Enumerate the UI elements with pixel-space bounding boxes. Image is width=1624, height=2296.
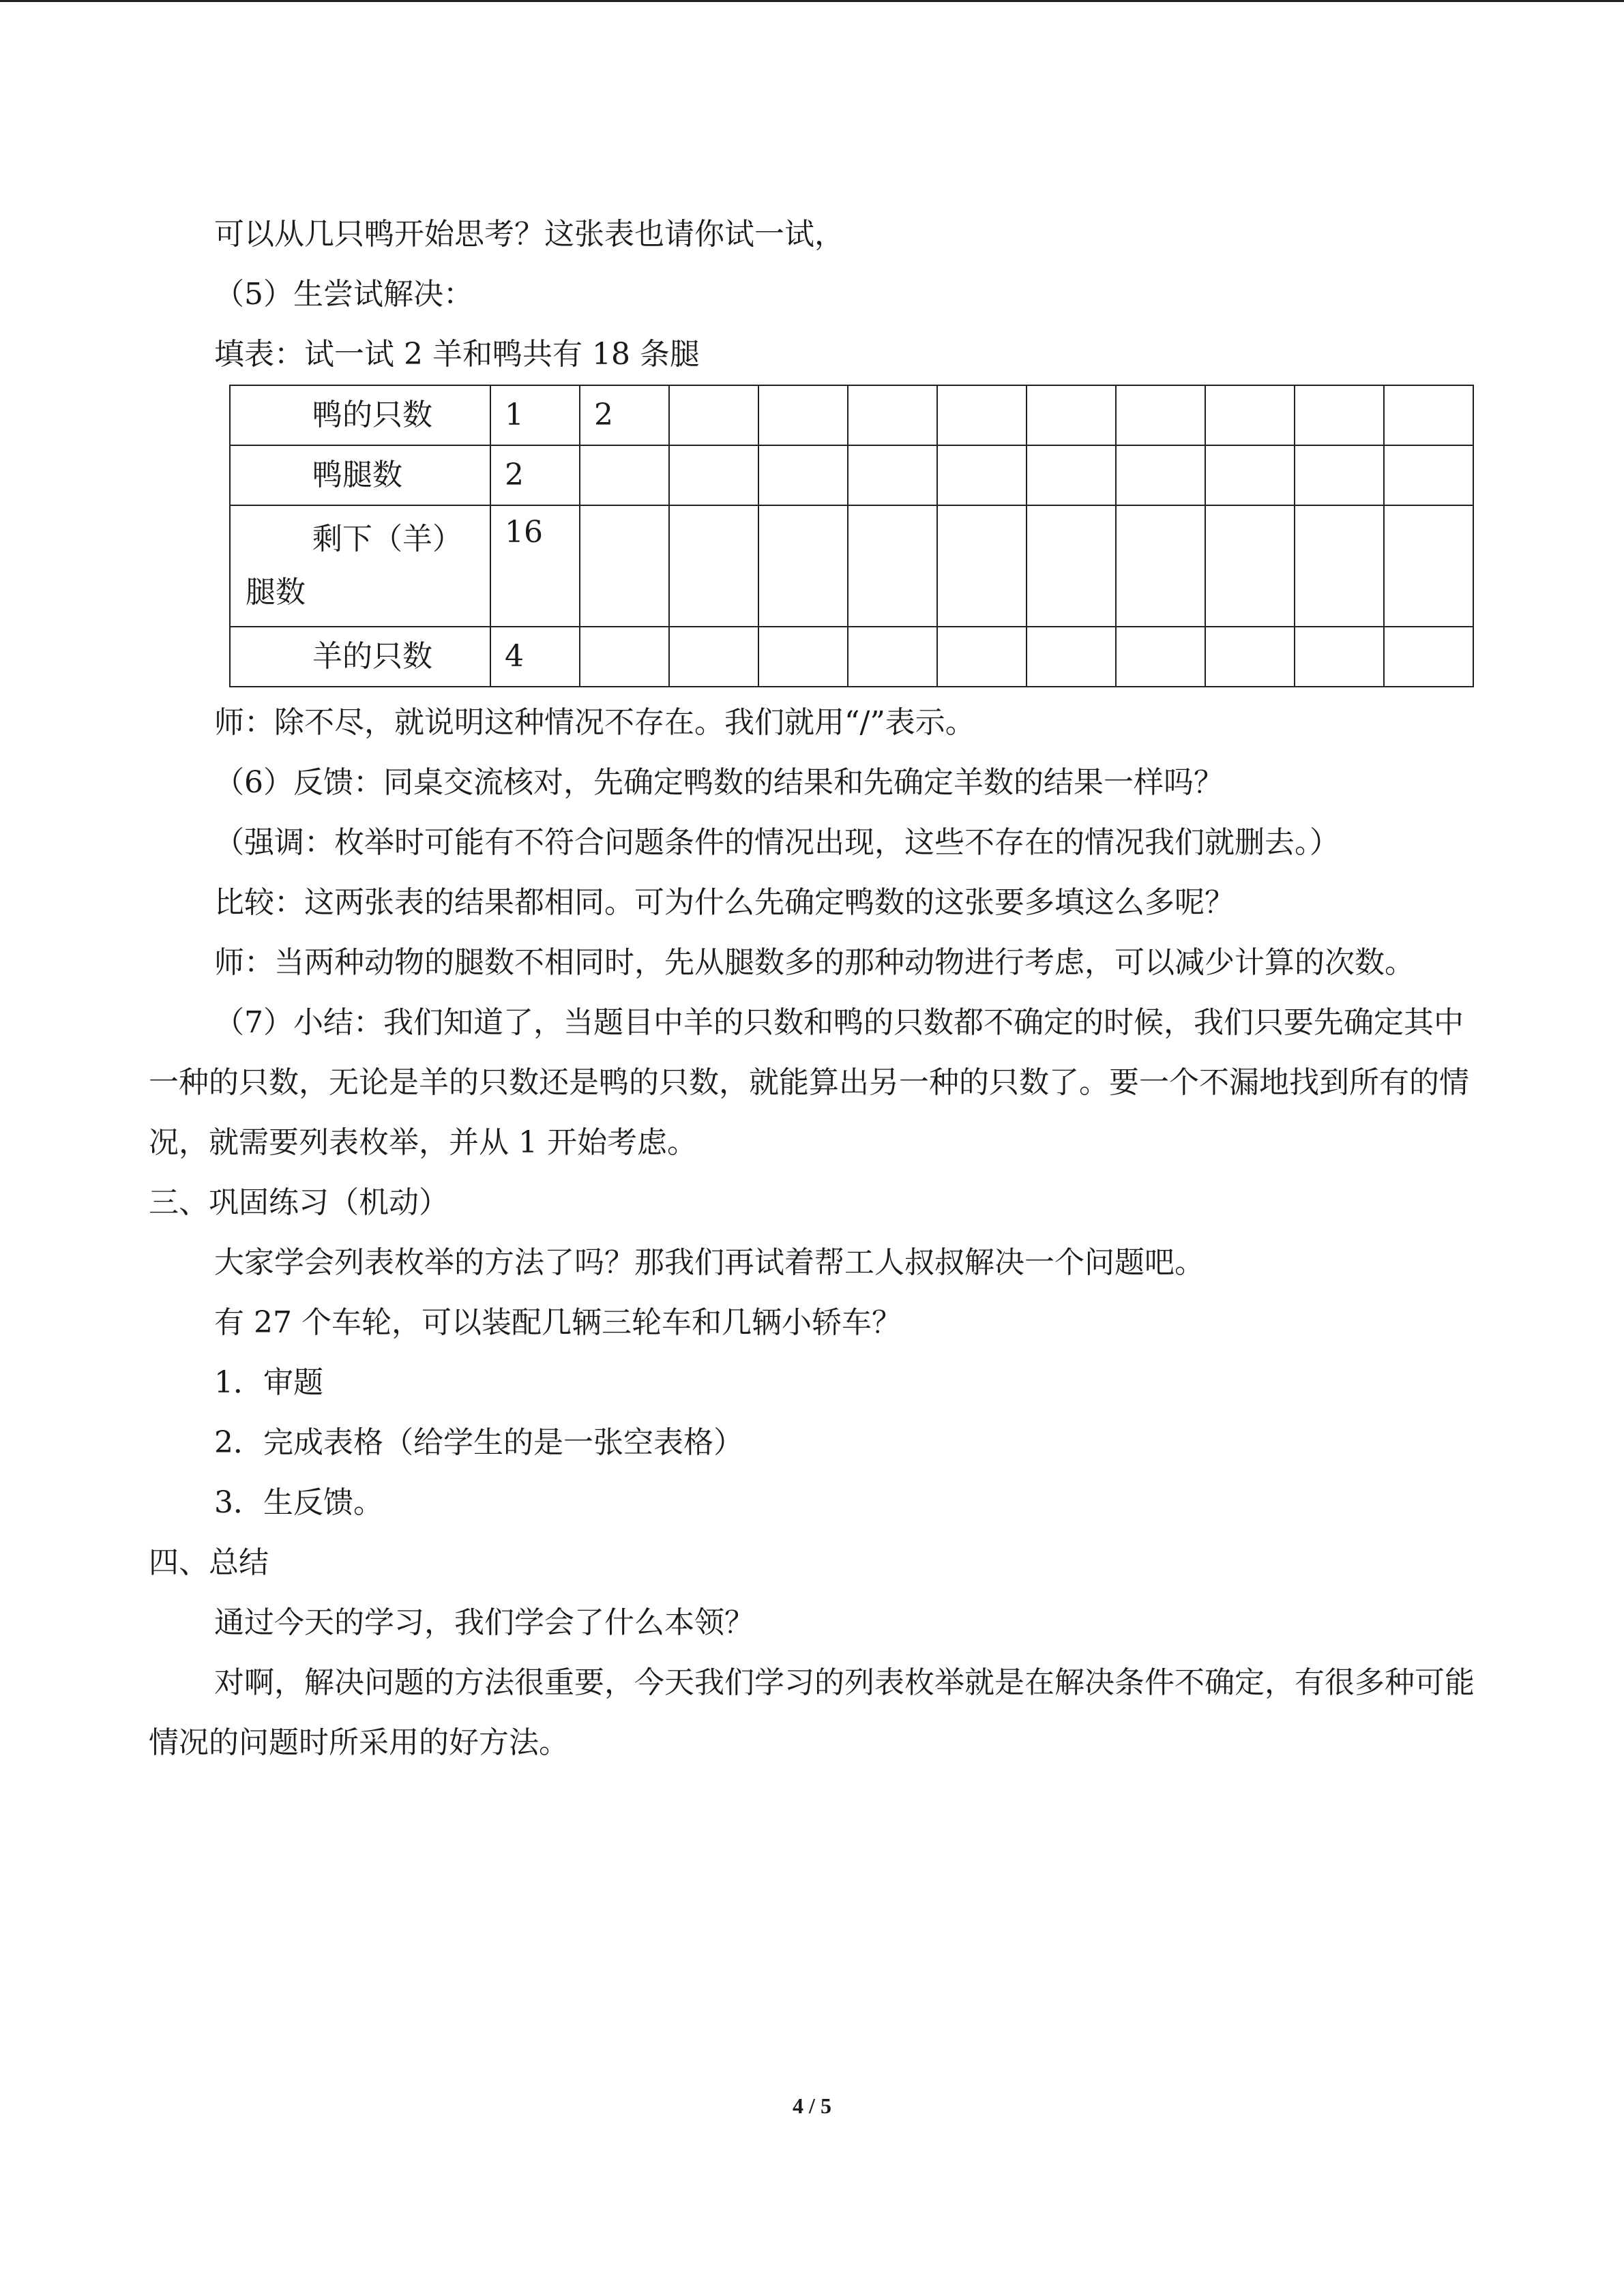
row-label: 羊的只数 bbox=[312, 639, 432, 674]
document-body bbox=[149, 205, 1476, 1773]
paragraph: 大家学会列表枚举的方法了吗？那我们再试着帮工人叔叔解决一个问题吧。 bbox=[214, 1245, 1205, 1280]
table-cell[interactable]: 2 bbox=[580, 385, 669, 445]
table-row bbox=[230, 445, 1473, 505]
table-cell[interactable] bbox=[758, 385, 848, 445]
table-cell[interactable] bbox=[758, 505, 848, 627]
paragraph: 师：除不尽，就说明这种情况不存在。我们就用“/”表示。 bbox=[214, 705, 975, 740]
paragraph: 师：当两种动物的腿数不相同时，先从腿数多的那种动物进行考虑，可以减少计算的次数。 bbox=[214, 945, 1415, 980]
table-row bbox=[230, 505, 1473, 627]
row-header bbox=[230, 505, 490, 627]
table-cell[interactable] bbox=[1295, 385, 1384, 445]
list-item: 1．审题 bbox=[214, 1365, 323, 1400]
table-cell[interactable] bbox=[1384, 505, 1473, 627]
table-cell[interactable] bbox=[580, 505, 669, 627]
table-cell[interactable] bbox=[1205, 445, 1295, 505]
paragraph: 对啊，解决问题的方法很重要，今天我们学习的列表枚举就是在解决条件不确定，有很多种可能情况的问题时所采用的好方法。 bbox=[149, 1665, 1475, 1760]
table-cell[interactable] bbox=[848, 445, 937, 505]
row-header bbox=[230, 627, 490, 687]
paragraph: （强调：枚举时可能有不符合问题条件的情况出现，这些不存在的情况我们就删去。） bbox=[214, 825, 1340, 860]
paragraph: 比较：这两张表的结果都相同。可为什么先确定鸭数的这张要多填这么多呢？ bbox=[214, 885, 1235, 920]
table-cell[interactable] bbox=[1384, 385, 1473, 445]
table-cell[interactable] bbox=[1205, 627, 1295, 687]
row-label: 鸭腿数 bbox=[312, 458, 402, 492]
table-cell[interactable] bbox=[758, 445, 848, 505]
page-number: 4 / 5 bbox=[793, 2093, 831, 2118]
table-cell[interactable] bbox=[937, 385, 1027, 445]
list-item: 2．完成表格（给学生的是一张空表格） bbox=[214, 1425, 743, 1460]
paragraph: （5）生尝试解决： bbox=[214, 277, 473, 312]
row-header bbox=[230, 445, 490, 505]
table-cell[interactable] bbox=[1116, 445, 1205, 505]
table-cell[interactable] bbox=[1027, 385, 1116, 445]
table-cell[interactable] bbox=[1027, 627, 1116, 687]
row-header bbox=[230, 385, 490, 445]
table-cell[interactable] bbox=[937, 627, 1027, 687]
table-cell[interactable] bbox=[1116, 385, 1205, 445]
table-cell[interactable]: 16 bbox=[490, 505, 580, 627]
table-cell[interactable] bbox=[669, 505, 758, 627]
list-item: 3．生反馈。 bbox=[214, 1485, 383, 1520]
table-cell[interactable] bbox=[1384, 627, 1473, 687]
table-cell[interactable] bbox=[937, 445, 1027, 505]
table-cell[interactable] bbox=[580, 627, 669, 687]
fill-table bbox=[229, 385, 1474, 687]
table-cell[interactable]: 2 bbox=[490, 445, 580, 505]
table-cell[interactable] bbox=[1295, 505, 1384, 627]
paragraph: （6）反馈：同桌交流核对，先确定鸭数的结果和先确定羊数的结果一样吗？ bbox=[214, 765, 1224, 800]
table-cell[interactable] bbox=[1027, 445, 1116, 505]
table-cell[interactable] bbox=[669, 385, 758, 445]
section-heading: 三、巩固练习（机动） bbox=[149, 1185, 449, 1220]
table-cell[interactable] bbox=[1295, 445, 1384, 505]
paragraph: （7）小结：我们知道了，当题目中羊的只数和鸭的只数都不确定的时候，我们只要先确定其中一种的只数，无论是羊的只数还是鸭的只数，就能算出另一种的只数了。要一个不漏地找到所有的情况，就需要列表枚举，并从 1 开始考虑。 bbox=[149, 1005, 1469, 1160]
table-cell[interactable] bbox=[1384, 445, 1473, 505]
table-row bbox=[230, 385, 1473, 445]
row-label-continued: 腿数 bbox=[246, 575, 306, 610]
row-label: 剩下（羊） bbox=[312, 522, 462, 556]
table-caption: 填表：试一试 2 羊和鸭共有 18 条腿 bbox=[214, 337, 700, 372]
paragraph: 有 27 个车轮，可以装配几辆三轮车和几辆小轿车？ bbox=[214, 1305, 902, 1340]
paragraph: 可以从几只鸭开始思考？这张表也请你试一试， bbox=[214, 217, 844, 252]
table-cell[interactable] bbox=[758, 627, 848, 687]
paragraph: 通过今天的学习，我们学会了什么本领？ bbox=[214, 1605, 754, 1640]
table-cell[interactable] bbox=[848, 505, 937, 627]
table-cell[interactable] bbox=[1116, 505, 1205, 627]
section-heading: 四、总结 bbox=[149, 1545, 269, 1580]
table-cell[interactable] bbox=[848, 385, 937, 445]
table-cell[interactable] bbox=[1205, 385, 1295, 445]
table-cell[interactable] bbox=[1205, 505, 1295, 627]
table-cell[interactable] bbox=[669, 445, 758, 505]
table-cell[interactable] bbox=[1116, 627, 1205, 687]
table-cell[interactable] bbox=[1027, 505, 1116, 627]
table-cell[interactable] bbox=[669, 627, 758, 687]
table-cell[interactable] bbox=[1295, 627, 1384, 687]
table-cell[interactable]: 1 bbox=[490, 385, 580, 445]
page-top-border bbox=[0, 0, 1624, 2]
table-cell[interactable] bbox=[937, 505, 1027, 627]
fill-table-wrapper bbox=[149, 385, 1476, 687]
table-cell[interactable]: 4 bbox=[490, 627, 580, 687]
table-row bbox=[230, 627, 1473, 687]
table-cell[interactable] bbox=[580, 445, 669, 505]
table-cell[interactable] bbox=[848, 627, 937, 687]
row-label: 鸭的只数 bbox=[312, 398, 432, 432]
